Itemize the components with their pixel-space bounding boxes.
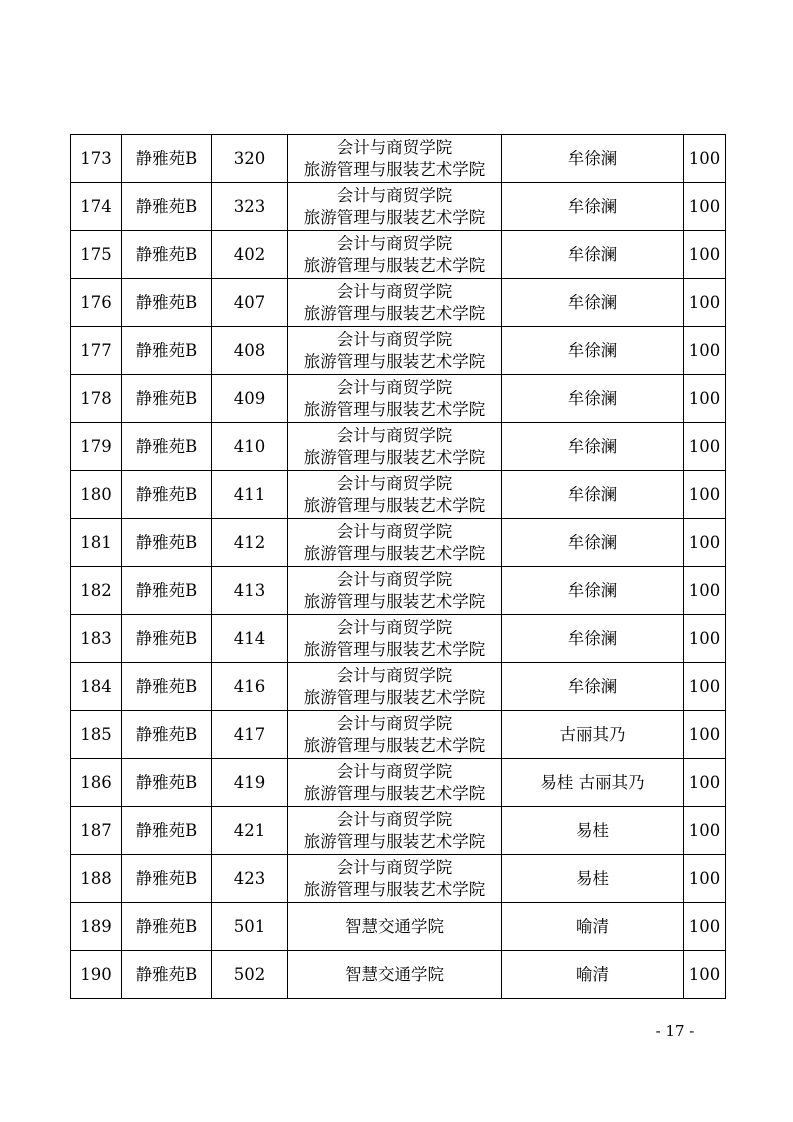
row-number-cell: 173 — [71, 135, 122, 183]
building-cell: 静雅苑B — [122, 471, 212, 519]
table-row — [71, 423, 726, 471]
table-body — [71, 135, 726, 999]
room-cell: 320 — [212, 135, 288, 183]
building-cell: 静雅苑B — [122, 279, 212, 327]
row-number-cell: 177 — [71, 327, 122, 375]
score-cell: 100 — [684, 567, 726, 615]
building-cell: 静雅苑B — [122, 423, 212, 471]
counselor-cell: 易桂 — [502, 855, 684, 903]
table-row — [71, 855, 726, 903]
room-cell: 413 — [212, 567, 288, 615]
table-row — [71, 951, 726, 999]
score-cell: 100 — [684, 375, 726, 423]
building-cell: 静雅苑B — [122, 327, 212, 375]
college-cell — [288, 279, 502, 327]
counselor-cell: 牟徐澜 — [502, 663, 684, 711]
room-cell: 407 — [212, 279, 288, 327]
college-name: 旅游管理与服装艺术学院 — [303, 639, 486, 659]
table-row — [71, 711, 726, 759]
score-cell: 100 — [684, 279, 726, 327]
room-cell: 409 — [212, 375, 288, 423]
table-row — [71, 183, 726, 231]
score-cell: 100 — [684, 759, 726, 807]
row-number-cell: 190 — [71, 951, 122, 999]
college-name: 旅游管理与服装艺术学院 — [303, 783, 486, 803]
college-name: 旅游管理与服装艺术学院 — [303, 831, 486, 851]
college-name: 旅游管理与服装艺术学院 — [303, 687, 486, 707]
college-name: 旅游管理与服装艺术学院 — [303, 735, 486, 755]
table-row — [71, 903, 726, 951]
building-cell: 静雅苑B — [122, 183, 212, 231]
table-row — [71, 567, 726, 615]
college-name: 旅游管理与服装艺术学院 — [303, 207, 486, 227]
counselor-cell: 牟徐澜 — [502, 471, 684, 519]
building-cell: 静雅苑B — [122, 759, 212, 807]
college-name: 旅游管理与服装艺术学院 — [303, 351, 486, 371]
building-cell: 静雅苑B — [122, 519, 212, 567]
college-cell — [288, 231, 502, 279]
counselor-cell: 喻清 — [502, 951, 684, 999]
college-cell — [288, 615, 502, 663]
row-number-cell: 180 — [71, 471, 122, 519]
counselor-cell: 牟徐澜 — [502, 375, 684, 423]
building-cell: 静雅苑B — [122, 135, 212, 183]
room-cell: 417 — [212, 711, 288, 759]
college-name: 会计与商贸学院 — [336, 857, 453, 877]
page-number: - 17 - — [655, 1022, 695, 1040]
college-name: 会计与商贸学院 — [336, 521, 453, 541]
room-cell: 414 — [212, 615, 288, 663]
building-cell: 静雅苑B — [122, 375, 212, 423]
row-number-cell: 183 — [71, 615, 122, 663]
college-name: 智慧交通学院 — [345, 916, 444, 936]
table-row — [71, 279, 726, 327]
building-cell: 静雅苑B — [122, 903, 212, 951]
college-name: 会计与商贸学院 — [336, 713, 453, 733]
building-cell: 静雅苑B — [122, 951, 212, 999]
counselor-cell: 牟徐澜 — [502, 135, 684, 183]
table-row — [71, 231, 726, 279]
college-name: 旅游管理与服装艺术学院 — [303, 303, 486, 323]
score-cell: 100 — [684, 423, 726, 471]
row-number-cell: 188 — [71, 855, 122, 903]
counselor-cell: 牟徐澜 — [502, 567, 684, 615]
college-name: 旅游管理与服装艺术学院 — [303, 399, 486, 419]
counselor-cell: 古丽其乃 — [502, 711, 684, 759]
room-cell: 421 — [212, 807, 288, 855]
score-cell: 100 — [684, 135, 726, 183]
college-name: 会计与商贸学院 — [336, 809, 453, 829]
college-name: 会计与商贸学院 — [336, 665, 453, 685]
score-cell: 100 — [684, 903, 726, 951]
row-number-cell: 174 — [71, 183, 122, 231]
college-cell — [288, 663, 502, 711]
college-cell — [288, 855, 502, 903]
counselor-cell: 牟徐澜 — [502, 615, 684, 663]
counselor-cell: 易桂 — [502, 807, 684, 855]
building-cell: 静雅苑B — [122, 231, 212, 279]
score-cell: 100 — [684, 615, 726, 663]
college-cell — [288, 471, 502, 519]
row-number-cell: 181 — [71, 519, 122, 567]
room-cell: 501 — [212, 903, 288, 951]
college-name: 会计与商贸学院 — [336, 329, 453, 349]
table-row — [71, 807, 726, 855]
college-name: 旅游管理与服装艺术学院 — [303, 591, 486, 611]
room-cell: 419 — [212, 759, 288, 807]
counselor-cell: 喻清 — [502, 903, 684, 951]
college-cell — [288, 567, 502, 615]
building-cell: 静雅苑B — [122, 711, 212, 759]
counselor-cell: 牟徐澜 — [502, 279, 684, 327]
college-name: 旅游管理与服装艺术学院 — [303, 159, 486, 179]
row-number-cell: 187 — [71, 807, 122, 855]
table-row — [71, 327, 726, 375]
college-name: 旅游管理与服装艺术学院 — [303, 495, 486, 515]
row-number-cell: 179 — [71, 423, 122, 471]
college-cell — [288, 423, 502, 471]
row-number-cell: 176 — [71, 279, 122, 327]
row-number-cell: 182 — [71, 567, 122, 615]
score-cell: 100 — [684, 231, 726, 279]
college-name: 会计与商贸学院 — [336, 185, 453, 205]
college-cell — [288, 519, 502, 567]
counselor-cell: 易桂 古丽其乃 — [502, 759, 684, 807]
counselor-cell: 牟徐澜 — [502, 231, 684, 279]
room-cell: 410 — [212, 423, 288, 471]
college-name: 会计与商贸学院 — [336, 281, 453, 301]
table-row — [71, 375, 726, 423]
college-name: 会计与商贸学院 — [336, 425, 453, 445]
college-cell — [288, 951, 502, 999]
score-cell: 100 — [684, 519, 726, 567]
score-cell: 100 — [684, 711, 726, 759]
score-cell: 100 — [684, 471, 726, 519]
table-row — [71, 615, 726, 663]
row-number-cell: 178 — [71, 375, 122, 423]
score-cell: 100 — [684, 855, 726, 903]
college-name: 会计与商贸学院 — [336, 569, 453, 589]
dormitory-score-table — [70, 134, 726, 999]
room-cell: 411 — [212, 471, 288, 519]
college-name: 会计与商贸学院 — [336, 137, 453, 157]
college-name: 旅游管理与服装艺术学院 — [303, 255, 486, 275]
college-name: 旅游管理与服装艺术学院 — [303, 543, 486, 563]
counselor-cell: 牟徐澜 — [502, 183, 684, 231]
table-row — [71, 471, 726, 519]
room-cell: 408 — [212, 327, 288, 375]
college-cell — [288, 135, 502, 183]
college-cell — [288, 711, 502, 759]
table-row — [71, 759, 726, 807]
score-cell: 100 — [684, 663, 726, 711]
row-number-cell: 189 — [71, 903, 122, 951]
building-cell: 静雅苑B — [122, 807, 212, 855]
table-row — [71, 663, 726, 711]
table-row — [71, 519, 726, 567]
college-cell — [288, 903, 502, 951]
row-number-cell: 186 — [71, 759, 122, 807]
college-name: 会计与商贸学院 — [336, 761, 453, 781]
college-name: 旅游管理与服装艺术学院 — [303, 879, 486, 899]
college-name: 会计与商贸学院 — [336, 617, 453, 637]
row-number-cell: 185 — [71, 711, 122, 759]
room-cell: 412 — [212, 519, 288, 567]
row-number-cell: 184 — [71, 663, 122, 711]
room-cell: 402 — [212, 231, 288, 279]
college-name: 旅游管理与服装艺术学院 — [303, 447, 486, 467]
score-cell: 100 — [684, 183, 726, 231]
counselor-cell: 牟徐澜 — [502, 423, 684, 471]
score-cell: 100 — [684, 807, 726, 855]
counselor-cell: 牟徐澜 — [502, 519, 684, 567]
score-cell: 100 — [684, 951, 726, 999]
room-cell: 416 — [212, 663, 288, 711]
room-cell: 323 — [212, 183, 288, 231]
college-cell — [288, 375, 502, 423]
college-name: 智慧交通学院 — [345, 964, 444, 984]
counselor-cell: 牟徐澜 — [502, 327, 684, 375]
building-cell: 静雅苑B — [122, 663, 212, 711]
college-cell — [288, 327, 502, 375]
building-cell: 静雅苑B — [122, 855, 212, 903]
building-cell: 静雅苑B — [122, 615, 212, 663]
college-name: 会计与商贸学院 — [336, 377, 453, 397]
building-cell: 静雅苑B — [122, 567, 212, 615]
table-row — [71, 135, 726, 183]
college-cell — [288, 807, 502, 855]
room-cell: 502 — [212, 951, 288, 999]
row-number-cell: 175 — [71, 231, 122, 279]
college-cell — [288, 759, 502, 807]
score-cell: 100 — [684, 327, 726, 375]
college-name: 会计与商贸学院 — [336, 233, 453, 253]
room-cell: 423 — [212, 855, 288, 903]
college-cell — [288, 183, 502, 231]
college-name: 会计与商贸学院 — [336, 473, 453, 493]
